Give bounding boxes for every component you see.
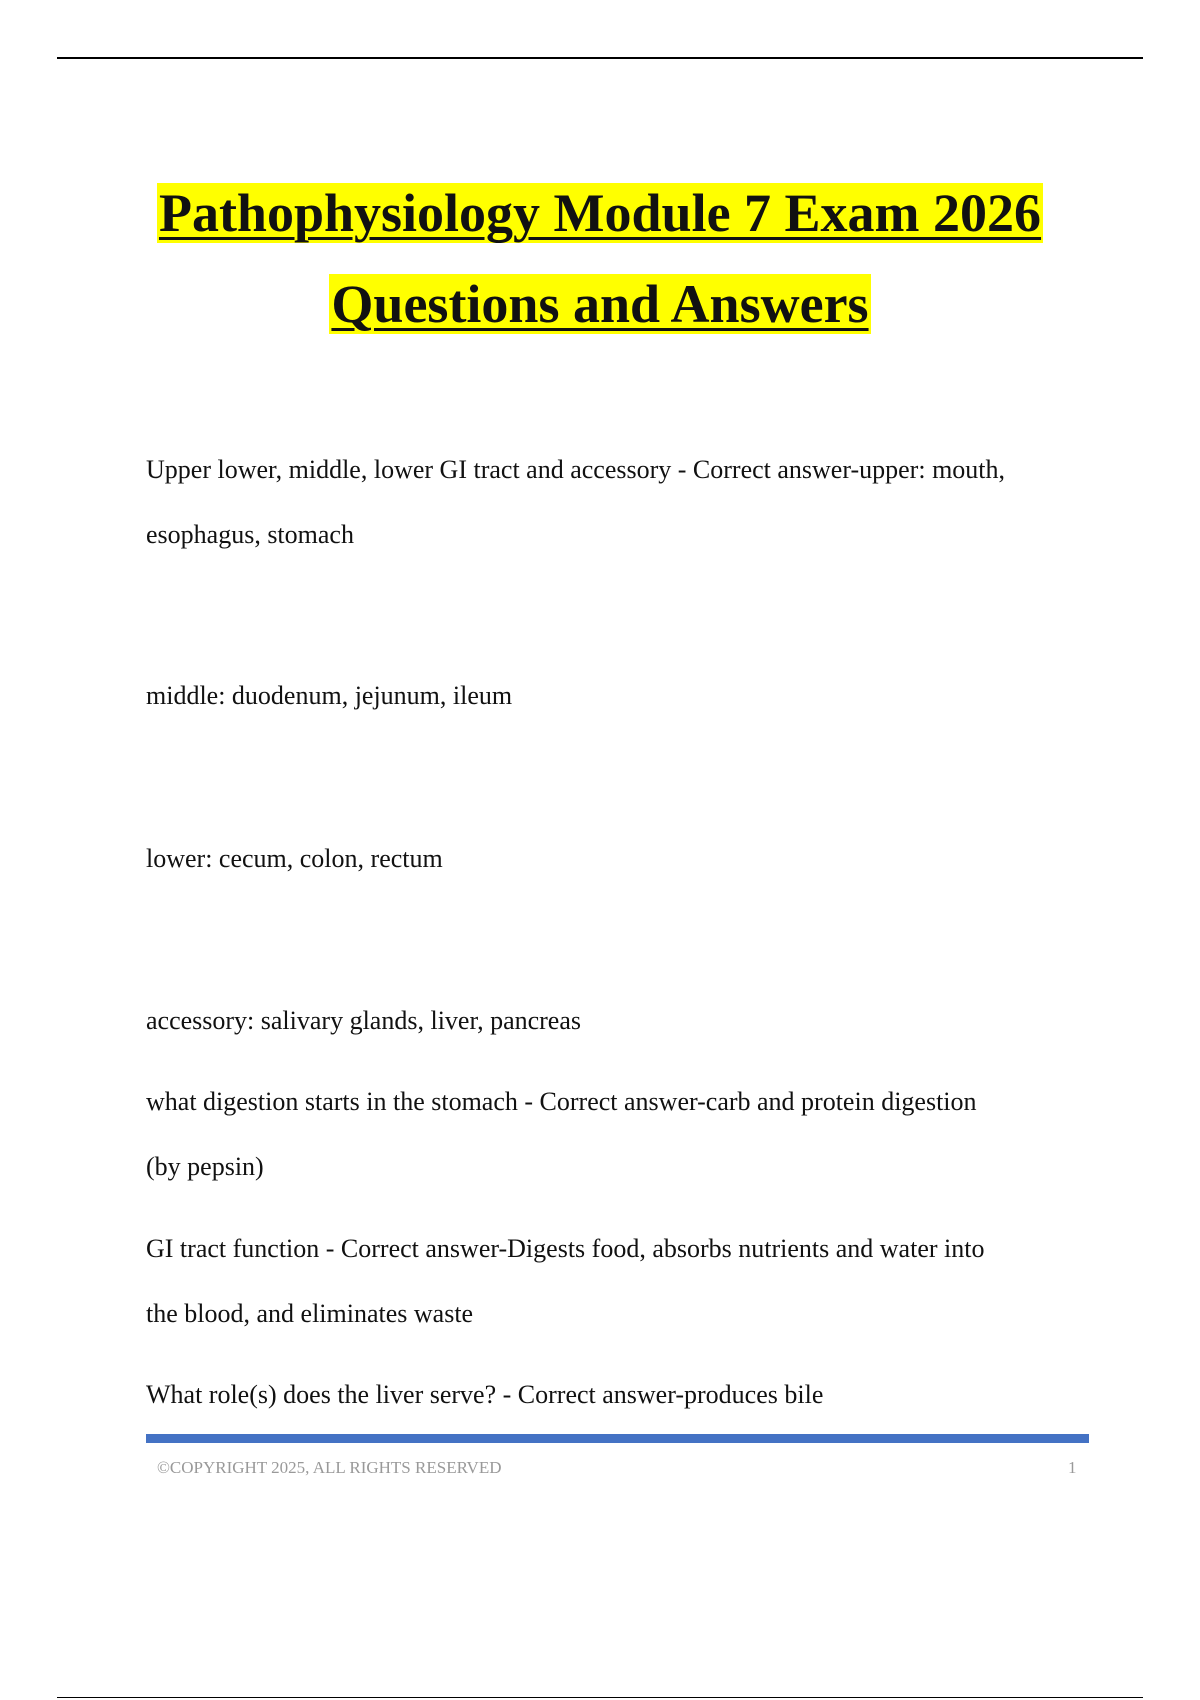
body-line: esophagus, stomach <box>146 520 354 549</box>
body-line: the blood, and eliminates waste <box>146 1299 474 1328</box>
bottom-rule <box>57 1697 1143 1698</box>
body-line: (by pepsin) <box>146 1152 264 1181</box>
body-line: accessory: salivary glands, liver, pancreas <box>146 1006 582 1035</box>
top-rule <box>57 57 1143 59</box>
body-line: lower: cecum, colon, rectum <box>146 844 443 873</box>
document-title-line-2: Questions and Answers <box>331 274 869 334</box>
body-line: what digestion starts in the stomach - Correct answer-carb and protein digestion <box>146 1087 977 1116</box>
body-line: middle: duodenum, jejunum, ileum <box>146 681 513 710</box>
page-number: 1 <box>1068 1458 1077 1477</box>
body-line: What role(s) does the liver serve? - Correct answer-produces bile <box>146 1380 824 1409</box>
document-title-line-1: Pathophysiology Module 7 Exam 2026 <box>158 183 1042 243</box>
footer-bar <box>146 1434 1089 1443</box>
body-line: GI tract function - Correct answer-Digests food, absorbs nutrients and water into <box>146 1234 985 1263</box>
body-line: Upper lower, middle, lower GI tract and accessory - Correct answer-upper: mouth, <box>146 455 1006 484</box>
footer-copyright: ©COPYRIGHT 2025, ALL RIGHTS RESERVED <box>157 1458 502 1477</box>
